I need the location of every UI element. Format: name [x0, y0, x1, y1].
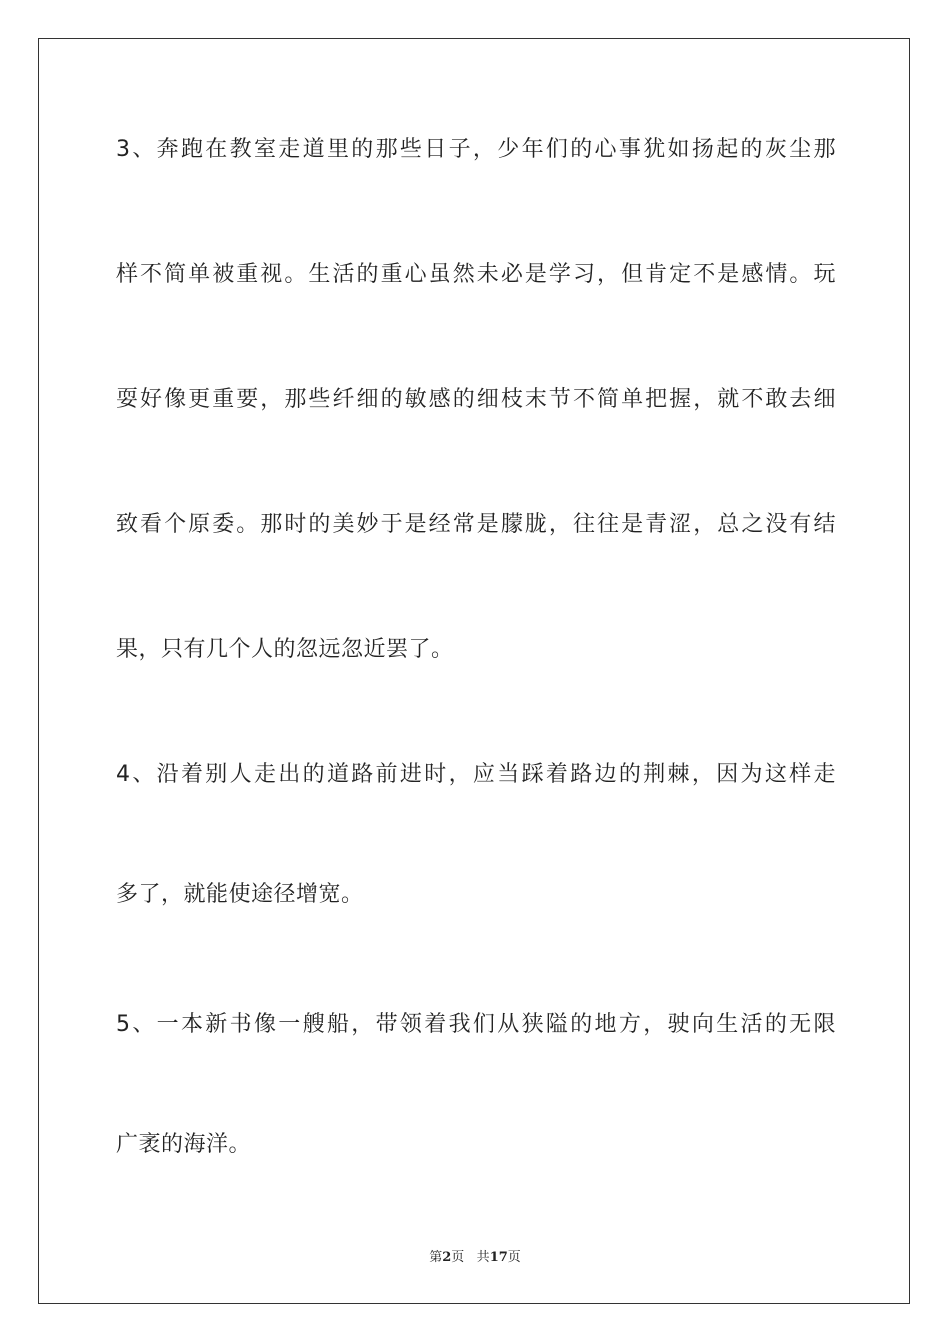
text-line: 4、沿着别人走出的道路前进时，应当踩着路边的荆棘，因为这样走 [116, 762, 836, 787]
text-line: 耍好像更重要，那些纤细的敏感的细枝末节不简单把握，就不敢去细 [116, 387, 836, 412]
page-footer [0, 1246, 950, 1265]
text-line: 5、一本新书像一艘船，带领着我们从狭隘的地方，驶向生活的无限 [116, 1012, 836, 1037]
page-suffix: 页 [451, 1250, 465, 1265]
text-line: 致看个原委。那时的美妙于是经常是朦胧，往往是青涩，总之没有结 [116, 512, 836, 537]
text-line: 多了，就能使途径增宽。 [116, 882, 364, 907]
text-line: 3、奔跑在教室走道里的那些日子，少年们的心事犹如扬起的灰尘那 [116, 137, 836, 162]
total-prefix: 共 [476, 1250, 490, 1265]
page-prefix: 第 [429, 1250, 443, 1265]
page-number: 2 [442, 1250, 452, 1265]
total-suffix: 页 [507, 1250, 521, 1265]
text-line: 广袤的海洋。 [116, 1132, 252, 1157]
total-pages: 17 [489, 1250, 508, 1265]
page-border [38, 38, 910, 1304]
text-line: 果，只有几个人的忽远忽近罢了。 [116, 637, 454, 662]
text-line: 样不简单被重视。生活的重心虽然未必是学习，但肯定不是感情。玩 [116, 262, 836, 287]
